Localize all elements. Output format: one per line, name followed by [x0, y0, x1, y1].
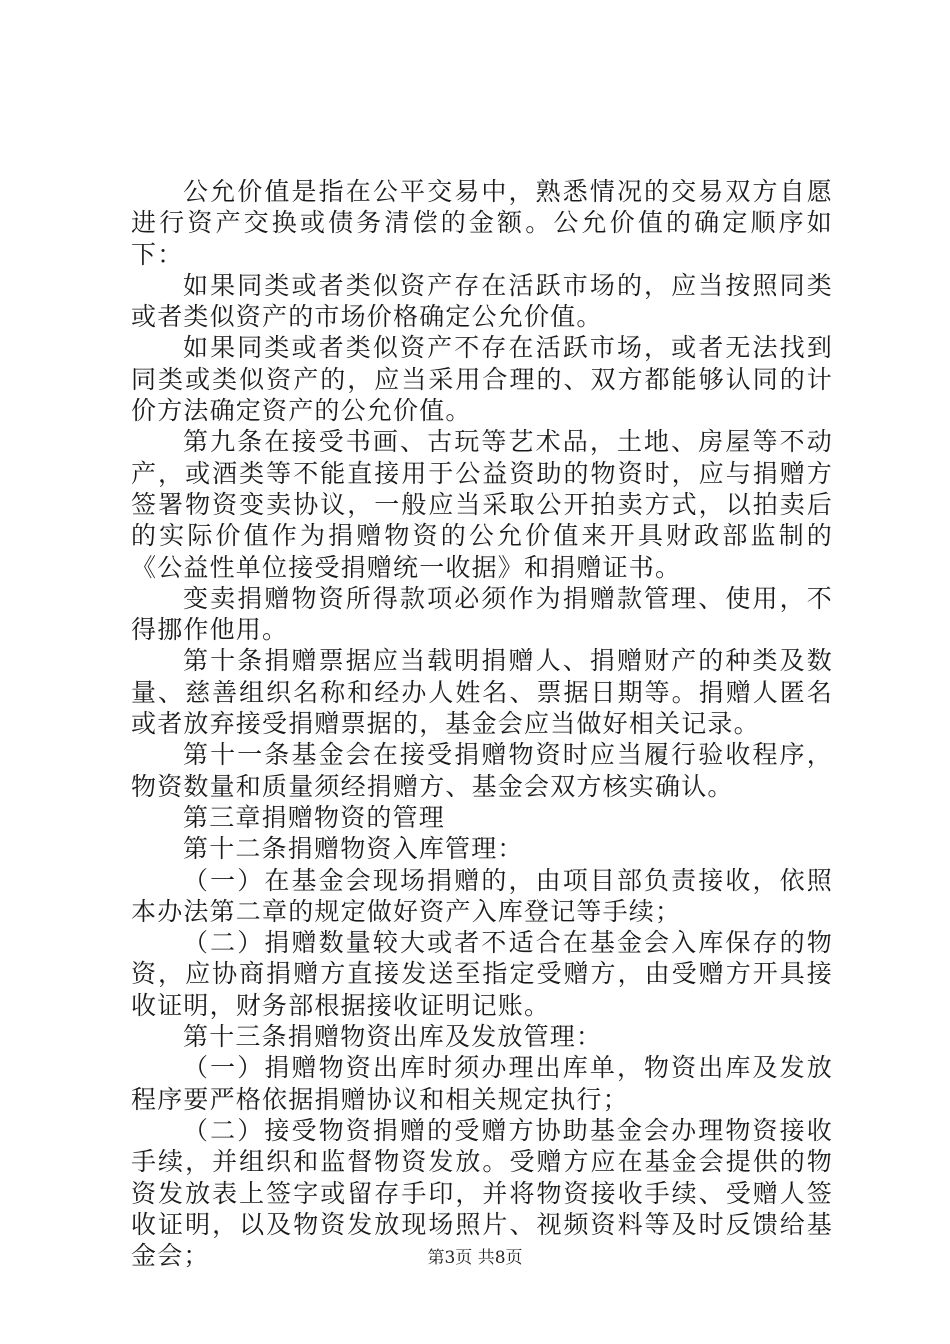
paragraph-article-13-item-2: （二）接受物资捐赠的受赠方协助基金会办理物资接收手续，并组织和监督物资发放。受赠方应在基金会提供的物资发放表上签字或留存手印，并将物资接收手续、受赠人签收证明，以及物资发放现场照片、视频资料等及时反馈给基金会；: [131, 1115, 833, 1271]
paragraph-article-13-item-1: （一）捐赠物资出库时须办理出库单，物资出库及发放程序要严格依据捐赠协议和相关规定执行；: [131, 1053, 833, 1114]
paragraph-article-10: 第十条捐赠票据应当载明捐赠人、捐赠财产的种类及数量、慈善组织名称和经办人姓名、票据日期等。捐赠人匿名或者放弃接受捐赠票据的，基金会应当做好相关记录。: [131, 646, 833, 739]
paragraph-article-12-item-1: （一）在基金会现场捐赠的，由项目部负责接收，依照本办法第二章的规定做好资产入库登记等手续；: [131, 865, 833, 926]
paragraph-active-market: 如果同类或者类似资产存在活跃市场的，应当按照同类或者类似资产的市场价格确定公允价值。: [131, 270, 833, 332]
paragraph-no-active-market: 如果同类或者类似资产不存在活跃市场，或者无法找到同类或类似资产的，应当采用合理的、双方都能够认同的计价方法确定资产的公允价值。: [131, 333, 833, 426]
paragraph-article-12-item-2: （二）捐赠数量较大或者不适合在基金会入库保存的物资，应协商捐赠方直接发送至指定受赠方，由受赠方开具接收证明，财务部根据接收证明记账。: [131, 928, 833, 1020]
paragraph-article-11: 第十一条基金会在接受捐赠物资时应当履行验收程序，物资数量和质量须经捐赠方、基金会双方核实确认。: [131, 740, 833, 801]
page-number-footer: 第3页 共8页: [427, 1248, 523, 1268]
chapter-3-heading: 第三章捐赠物资的管理: [183, 802, 446, 832]
paragraph-article-12: 第十二条捐赠物资入库管理：: [183, 834, 524, 864]
paragraph-sale-proceeds: 变卖捐赠物资所得款项必须作为捐赠款管理、使用，不得挪作他用。: [131, 583, 833, 645]
paragraph-article-9: 第九条在接受书画、古玩等艺术品，土地、房屋等不动产，或酒类等不能直接用于公益资助的物资时，应与捐赠方签署物资变卖协议，一般应当采取公开拍卖方式，以拍卖后的实际价值作为捐赠物资的公允价值来开具财政部监制的《公益性单位接受捐赠统一收据》和捐赠证书。: [131, 427, 833, 582]
document-body: [131, 176, 833, 1271]
paragraph-article-13: 第十三条捐赠物资出库及发放管理：: [183, 1022, 603, 1052]
paragraph-fair-value-definition: 公允价值是指在公平交易中，熟悉情况的交易双方自愿进行资产交换或债务清偿的金额。公允价值的确定顺序如下：: [131, 177, 833, 269]
